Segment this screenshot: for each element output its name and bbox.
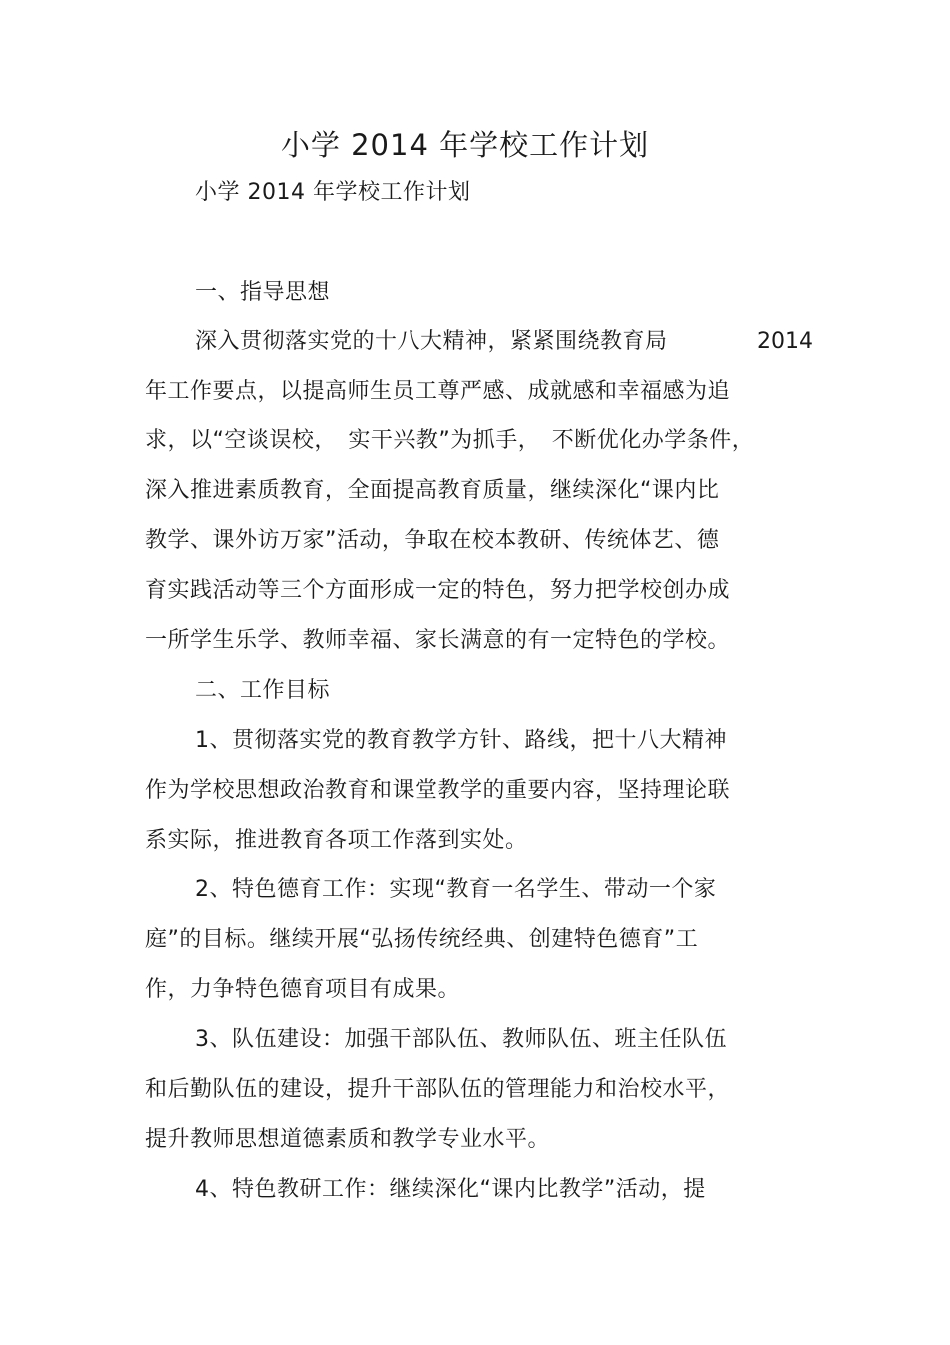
paragraph-line: 一所学生乐学、教师幸福、家长满意的有一定特色的学校。 — [145, 628, 731, 653]
paragraph-line: 和后勤队伍的建设，提升干部队伍的管理能力和治校水平， — [145, 1077, 731, 1102]
paragraph-line: 育实践活动等三个方面形成一定的特色，努力把学校创办成 — [145, 578, 731, 603]
paragraph-line: 4、特色教研工作：继续深化“课内比教学”活动，提 — [195, 1177, 706, 1202]
paragraph-line: 教学、课外访万家”活动，争取在校本教研、传统体艺、德 — [145, 528, 720, 553]
paragraph-year: 2014 — [757, 329, 813, 354]
paragraph-line: 系实际，推进教育各项工作落到实处。 — [145, 828, 528, 853]
document-title: 小学 2014 年学校工作计划 — [280, 128, 650, 162]
document-subtitle: 小学 2014 年学校工作计划 — [195, 180, 471, 205]
paragraph-line: 提升教师思想道德素质和教学专业水平。 — [145, 1127, 551, 1152]
paragraph-line: 庭”的目标。继续开展“弘扬传统经典、创建特色德育”工 — [145, 927, 699, 952]
paragraph-line: 求，以“空谈误校， 实干兴教”为抓手， 不断优化办学条件， — [145, 428, 755, 453]
paragraph-line: 年工作要点，以提高师生员工尊严感、成就感和幸福感为追 — [145, 379, 731, 404]
paragraph-line: 深入推进素质教育，全面提高教育质量，继续深化“课内比 — [145, 478, 720, 503]
section-heading-guiding-ideology: 一、指导思想 — [195, 280, 331, 305]
paragraph-line: 2、特色德育工作：实现“教育一名学生、带动一个家 — [195, 877, 717, 902]
paragraph-line: 3、队伍建设：加强干部队伍、教师队伍、班主任队伍 — [195, 1027, 727, 1052]
paragraph-line: 深入贯彻落实党的十八大精神，紧紧围绕教育局 — [195, 329, 668, 354]
paragraph-line: 作，力争特色德育项目有成果。 — [145, 977, 461, 1002]
section-heading-work-goals: 二、工作目标 — [195, 678, 331, 703]
paragraph-line: 1、贯彻落实党的教育教学方针、路线，把十八大精神 — [195, 728, 727, 753]
paragraph-line: 作为学校思想政治教育和课堂教学的重要内容，坚持理论联 — [145, 778, 731, 803]
